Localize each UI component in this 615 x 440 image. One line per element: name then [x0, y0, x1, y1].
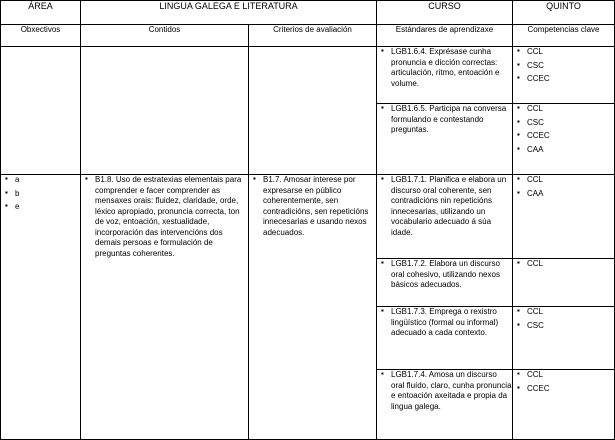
standard-cell	[377, 104, 513, 175]
competence-item: ▪ CCL	[513, 47, 614, 58]
header-row	[1, 1, 615, 25]
objective-item: ▪ e	[1, 202, 80, 213]
competence-item: ▪ CSC	[513, 118, 614, 129]
competence-item: ▪ CCEC	[513, 384, 614, 395]
standard-cell	[377, 175, 513, 259]
area-label: ÁREA	[1, 1, 81, 25]
competences-cell	[513, 47, 615, 104]
standard-cell	[377, 47, 513, 104]
standard-text: ▪ LGB1.7.1. Planifica e elabora un discurso oral coherente, sen contradicións nin repeticións innecesarias, utilizando un vocabulario adecuado á súa idade.	[377, 175, 512, 238]
standard-text: ▪ LGB1.6.5. Participa na conversa formulando e contestando preguntas.	[377, 104, 512, 136]
competences-cell	[513, 259, 615, 307]
subject-title: LINGUA GALEGA E LITERATURA	[81, 1, 377, 25]
competence-item: ▪ CCEC	[513, 131, 614, 142]
competences-header: Competencias clave	[513, 25, 615, 47]
table-row	[1, 175, 615, 259]
content-cell-empty	[81, 47, 249, 175]
criterion-text: ▪ B1.7. Amosar interese por expresarse en público coherentemente, sen contradicións, sen repeticións innecesarias e usando nexos adecuados.	[249, 175, 376, 238]
criteria-header: Criterios de avaliación	[249, 25, 377, 47]
competences-cell	[513, 104, 615, 175]
curso-value: QUINTO	[513, 1, 615, 25]
objective-item: ▪ b	[1, 189, 80, 200]
objectives-cell-empty	[1, 47, 81, 175]
standard-cell	[377, 259, 513, 307]
standards-header: Estándares de aprendizaxe	[377, 25, 513, 47]
competences-cell	[513, 175, 615, 259]
criteria-cell-empty	[249, 47, 377, 175]
curso-label: CURSO	[377, 1, 513, 25]
competence-item: ▪ CCL	[513, 259, 614, 270]
standard-cell	[377, 307, 513, 370]
table-row	[1, 47, 615, 104]
objective-item: ▪ a	[1, 175, 80, 186]
contents-header: Contidos	[81, 25, 249, 47]
competence-item: ▪ CSC	[513, 61, 614, 72]
content-cell	[81, 175, 249, 440]
competence-item: ▪ CCL	[513, 370, 614, 381]
standard-text: ▪ LGB1.7.4. Amosa un discurso oral fluído, claro, cunha pronuncia e entoación axeitada e propia da lingua galega.	[377, 370, 512, 412]
competences-cell	[513, 307, 615, 370]
competence-item: ▪ CCL	[513, 175, 614, 186]
objectives-cell	[1, 175, 81, 440]
competence-item: ▪ CAA	[513, 189, 614, 200]
competences-cell	[513, 370, 615, 440]
standard-text: ▪ LGB1.7.3. Emprega o rexistro lingüístico (formal ou informal) adecuado a cada contexto.	[377, 307, 512, 339]
competence-item: ▪ CAA	[513, 145, 614, 156]
criteria-cell	[249, 175, 377, 440]
competence-item: ▪ CCL	[513, 307, 614, 318]
subheader-row	[1, 25, 615, 47]
competence-item: ▪ CSC	[513, 321, 614, 332]
standard-text: ▪ LGB1.7.2. Elabora un discurso oral cohesivo, utilizando nexos básicos adecuados.	[377, 259, 512, 291]
objectives-header: Obxectivos	[1, 25, 81, 47]
content-text: ▪ B1.8. Uso de estratexias elementais para comprender e facer comprender as mensaxes orais: fluidez, claridade, orde, léxico apropiado, pronuncia correcta, ton de voz, entoación, xestualidade, incorporación das intervencións dos demais persoas e formulación de preguntas coherentes.	[81, 175, 248, 259]
standard-cell	[377, 370, 513, 440]
competence-item: ▪ CCL	[513, 104, 614, 115]
competence-item: ▪ CCEC	[513, 74, 614, 85]
standard-text: ▪ LGB1.6.4. Exprésase cunha pronuncia e dicción correctas: articulación, ritmo, entoación e volume.	[377, 47, 512, 89]
